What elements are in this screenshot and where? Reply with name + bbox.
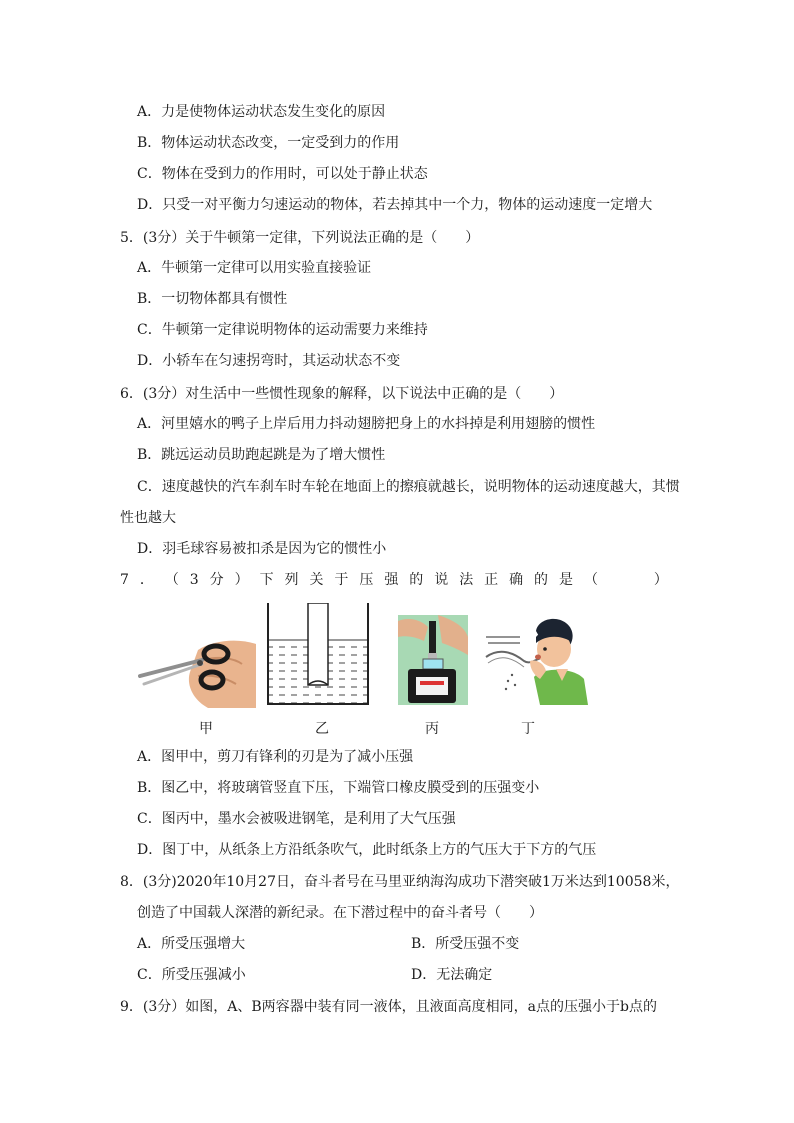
q7-stem [120, 570, 668, 590]
q7-stem-char: ． [139, 572, 154, 588]
q8-option-b: B．所受压强不变 [411, 936, 520, 952]
scissors-figure [138, 630, 256, 708]
q7-stem-char: （ [164, 572, 179, 588]
q7-stem-char: 分 [209, 572, 224, 588]
q7-stem-char: 说 [434, 572, 449, 588]
q7-stem-char: 是 [559, 572, 573, 588]
q7-stem-char: 列 [284, 572, 299, 588]
q5-option-d: D．小轿车在匀速拐弯时，其运动状态不变 [137, 353, 401, 369]
figure-caption-ding: 丁 [521, 721, 535, 737]
q6-option-c-continued: 性也越大 [120, 510, 176, 526]
q7-stem-char: 7 [120, 572, 129, 588]
q6-option-a: A．河里嬉水的鸭子上岸后用力抖动翅膀把身上的水抖掉是利用翅膀的惯性 [137, 416, 596, 432]
q7-stem-char: 强 [384, 572, 399, 588]
glass-tube-container-figure [266, 603, 370, 706]
q6-stem: 6．(3分）对生活中一些惯性现象的解释，以下说法中正确的是（ ） [120, 386, 564, 402]
q7-option-b: B．图乙中，将玻璃管竖直下压，下端管口橡皮膜受到的压强变小 [137, 780, 540, 796]
q7-stem-char: 法 [459, 572, 474, 588]
q9-stem: 9．(3分）如图，A、B两容器中装有同一液体，且液面高度相同，a点的压强小于b点的 [120, 999, 657, 1015]
q7-stem-char: 的 [534, 572, 549, 588]
q7-stem-char: 正 [484, 572, 499, 588]
q7-stem-char: 3 [189, 572, 199, 588]
q4-option-c: C．物体在受到力的作用时，可以处于静止状态 [137, 166, 428, 182]
q4-option-a: A．力是使物体运动状态发生变化的原因 [137, 104, 386, 120]
ink-bottle-pen-figure [398, 615, 468, 705]
q6-option-c: C．速度越快的汽车刹车时车轮在地面上的擦痕就越长，说明物体的运动速度越大，其惯 [137, 479, 680, 495]
q5-option-b: B．一切物体都具有惯性 [137, 291, 288, 307]
q7-stem-char: 确 [509, 572, 524, 588]
q7-stem-char: 压 [359, 572, 374, 588]
q5-option-c: C．牛顿第一定律说明物体的运动需要力来维持 [137, 322, 428, 338]
q8-stem-line2: 创造了中国载人深潜的新纪录。在下潜过程中的奋斗者号（ ） [137, 905, 543, 921]
q7-stem-char: ） [234, 572, 249, 588]
q7-stem-char: 下 [259, 572, 274, 588]
q6-option-b: B．跳远运动员助跑起跳是为了增大惯性 [137, 447, 386, 463]
boy-blowing-paper-figure [484, 617, 590, 705]
q7-stem-char: 于 [334, 572, 349, 588]
q8-option-c: C．所受压强减小 [137, 967, 246, 983]
figure-caption-yi: 乙 [315, 721, 329, 737]
q8-stem-line1: 8．(3分)2020年10月27日，奋斗者号在马里亚纳海沟成功下潜突破1万米达到10058米， [120, 874, 680, 890]
q7-stem-char: （ [583, 572, 598, 588]
q7-stem-char: ） [653, 572, 668, 588]
q5-stem: 5．(3分）关于牛顿第一定律，下列说法正确的是（ ） [120, 230, 480, 246]
figure-caption-bing: 丙 [425, 721, 439, 737]
figure-caption-jia: 甲 [199, 721, 213, 737]
q5-option-a: A．牛顿第一定律可以用实验直接验证 [137, 260, 372, 276]
q6-option-d: D．羽毛球容易被扣杀是因为它的惯性小 [137, 541, 387, 557]
q7-option-a: A．图甲中，剪刀有锋利的刃是为了减小压强 [137, 749, 414, 765]
q8-option-d: D．无法确定 [411, 967, 493, 983]
q7-option-c: C．图丙中，墨水会被吸进钢笔，是利用了大气压强 [137, 811, 456, 827]
q8-option-a: A．所受压强增大 [137, 936, 246, 952]
q4-option-b: B．物体运动状态改变，一定受到力的作用 [137, 135, 400, 151]
q7-option-d: D．图丁中，从纸条上方沿纸条吹气，此时纸条上方的气压大于下方的气压 [137, 842, 597, 858]
q4-option-d: D．只受一对平衡力匀速运动的物体，若去掉其中一个力，物体的运动速度一定增大 [137, 197, 653, 213]
q7-stem-char: 关 [309, 572, 324, 588]
q7-stem-char: 的 [409, 572, 424, 588]
